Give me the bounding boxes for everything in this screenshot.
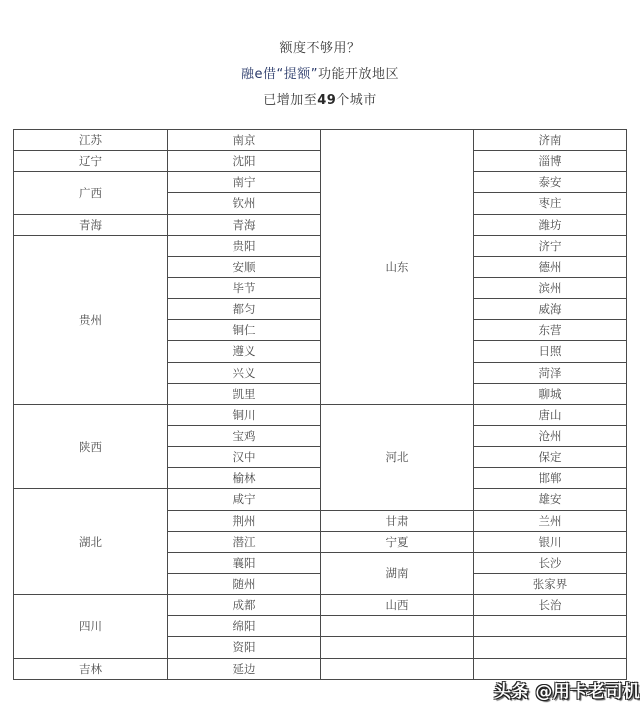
table-row (14, 404, 627, 425)
city-cell-left: 榆林 (168, 468, 321, 489)
city-cell-right: 银川 (474, 531, 627, 552)
table-row (14, 214, 627, 235)
table-row (14, 235, 627, 256)
table-row (14, 151, 627, 172)
regions-table-body (14, 130, 627, 680)
city-cell-right: 东营 (474, 320, 627, 341)
city-cell-right: 长沙 (474, 552, 627, 573)
city-cell-left: 随州 (168, 573, 321, 594)
city-cell-right: 邯郸 (474, 468, 627, 489)
province-cell-right: 宁夏 (321, 531, 474, 552)
province-cell-left: 江苏 (14, 130, 168, 151)
regions-table (13, 129, 627, 680)
city-cell-right: 兰州 (474, 510, 627, 531)
city-cell-right: 日照 (474, 341, 627, 362)
table-row (14, 130, 627, 151)
province-cell-left: 贵州 (14, 235, 168, 404)
table-row (14, 489, 627, 510)
city-count: 49 (317, 93, 337, 108)
regions-table-wrap (13, 129, 626, 680)
province-cell-right: 山东 (321, 130, 474, 405)
city-cell-left: 宝鸡 (168, 425, 321, 446)
city-cell-left: 青海 (168, 214, 321, 235)
city-cell-left: 荆州 (168, 510, 321, 531)
city-cell-left: 南京 (168, 130, 321, 151)
title-feature (0, 62, 640, 88)
province-cell-left: 陕西 (14, 404, 168, 489)
city-cell-left: 潜江 (168, 531, 321, 552)
city-cell-left: 汉中 (168, 447, 321, 468)
city-cell-right: 雄安 (474, 489, 627, 510)
province-cell-left: 湖北 (14, 489, 168, 595)
city-cell-left: 铜川 (168, 404, 321, 425)
province-cell-right: 甘肃 (321, 510, 474, 531)
city-cell-right: 保定 (474, 447, 627, 468)
city-cell-left: 安顺 (168, 256, 321, 277)
city-cell-right (474, 658, 627, 679)
city-cell-left: 南宁 (168, 172, 321, 193)
city-cell-right: 长治 (474, 595, 627, 616)
city-cell-right: 济宁 (474, 235, 627, 256)
city-cell-right: 滨州 (474, 277, 627, 298)
city-cell-left: 铜仁 (168, 320, 321, 341)
city-cell-left: 钦州 (168, 193, 321, 214)
province-cell-right: 湖南 (321, 552, 474, 594)
city-cell-right: 泰安 (474, 172, 627, 193)
city-cell-right (474, 637, 627, 658)
city-cell-right: 菏泽 (474, 362, 627, 383)
province-cell-right: 山西 (321, 595, 474, 616)
city-cell-right: 聊城 (474, 383, 627, 404)
city-cell-left: 都匀 (168, 299, 321, 320)
province-cell-right: 河北 (321, 404, 474, 510)
city-cell-right: 张家界 (474, 573, 627, 594)
city-cell-right: 枣庄 (474, 193, 627, 214)
city-cell-right: 淄博 (474, 151, 627, 172)
title-feature-accent: 融e借“提额” (241, 67, 318, 82)
city-cell-right: 德州 (474, 256, 627, 277)
city-cell-right: 威海 (474, 299, 627, 320)
city-cell-left: 资阳 (168, 637, 321, 658)
city-cell-left: 襄阳 (168, 552, 321, 573)
province-cell-left: 广西 (14, 172, 168, 214)
city-cell-left: 贵阳 (168, 235, 321, 256)
city-cell-right: 济南 (474, 130, 627, 151)
city-cell-left: 兴义 (168, 362, 321, 383)
title-feature-rest: 功能开放地区 (317, 67, 399, 82)
province-cell-left: 辽宁 (14, 151, 168, 172)
city-cell-right: 潍坊 (474, 214, 627, 235)
table-row (14, 658, 627, 679)
city-cell-left: 延边 (168, 658, 321, 679)
city-cell-left: 绵阳 (168, 616, 321, 637)
city-cell-left: 咸宁 (168, 489, 321, 510)
province-cell-right (321, 637, 474, 658)
title-count (0, 88, 640, 114)
title-count-suffix: 个城市 (336, 93, 377, 108)
table-row (14, 595, 627, 616)
city-cell-left: 凯里 (168, 383, 321, 404)
city-cell-left: 成都 (168, 595, 321, 616)
city-cell-left: 沈阳 (168, 151, 321, 172)
province-cell-left: 吉林 (14, 658, 168, 679)
province-cell-left: 青海 (14, 214, 168, 235)
city-cell-left: 遵义 (168, 341, 321, 362)
city-cell-right: 沧州 (474, 425, 627, 446)
watermark: 头条 @用卡老司机 (494, 682, 640, 702)
title-question: 额度不够用？ (279, 41, 361, 56)
title-count-prefix: 已增加至 (263, 93, 318, 108)
city-cell-right: 唐山 (474, 404, 627, 425)
province-cell-left: 四川 (14, 595, 168, 658)
city-cell-right (474, 616, 627, 637)
city-cell-left: 毕节 (168, 277, 321, 298)
title-block (0, 36, 640, 114)
province-cell-right (321, 658, 474, 679)
table-row (14, 172, 627, 193)
province-cell-right (321, 616, 474, 637)
